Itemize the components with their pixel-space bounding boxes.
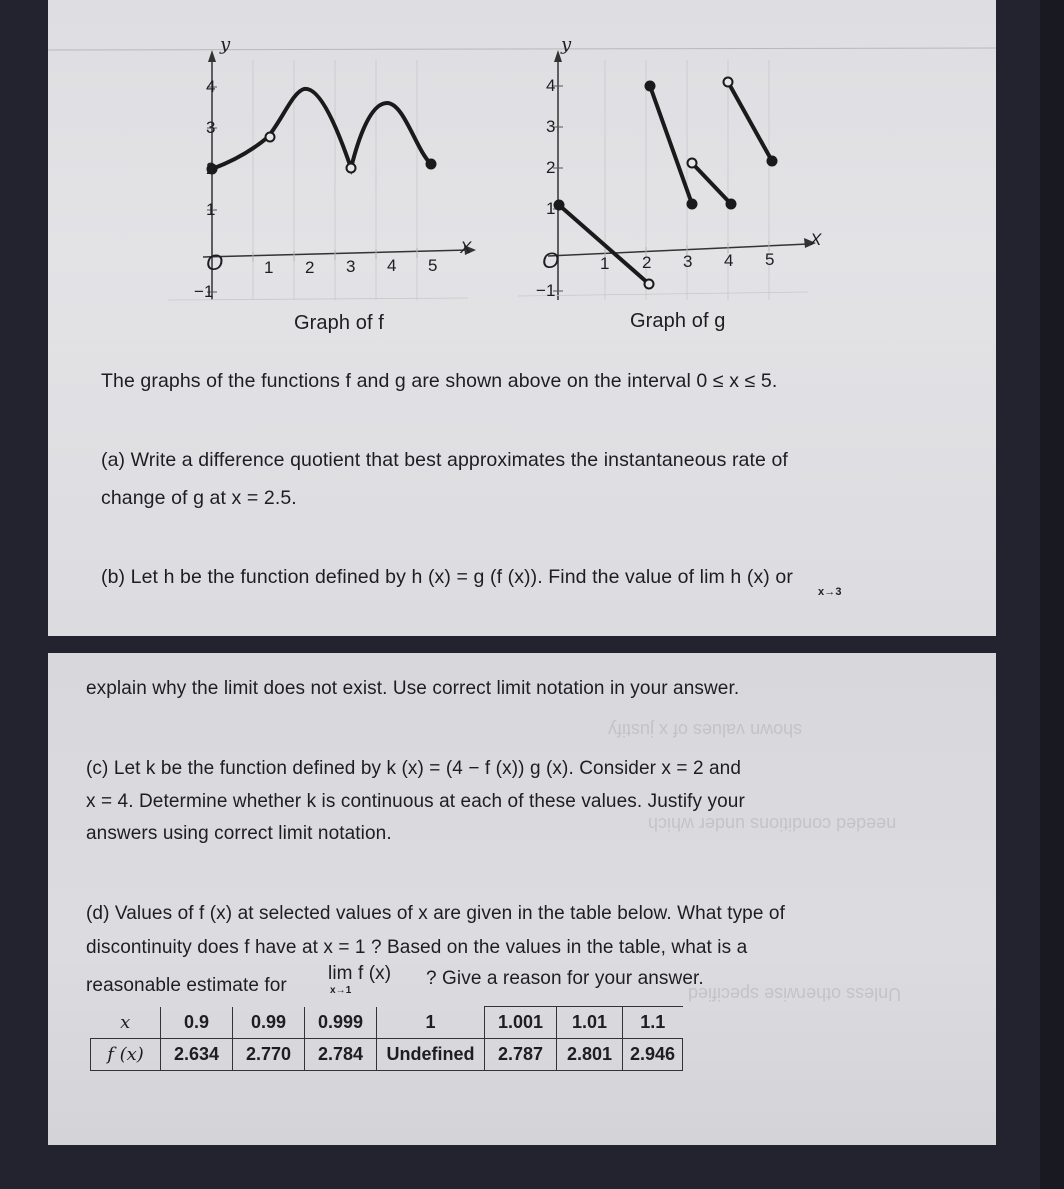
table-cell: 0.999 <box>305 1007 377 1039</box>
g-y-tick: −1 <box>536 281 556 300</box>
part-b-limit-subscript: x→3 <box>818 586 842 598</box>
g-x-tick: 2 <box>642 253 652 272</box>
table-cell: 2.787 <box>485 1039 557 1071</box>
g-x-axis-label: X <box>810 230 822 249</box>
g-y-axis-label: y <box>561 34 572 55</box>
table-cell: 1 <box>377 1007 485 1039</box>
f-y-axis-label: y <box>220 34 231 55</box>
part-d-line-3a: reasonable estimate for <box>86 975 287 996</box>
f-y-tick: −1 <box>194 282 214 301</box>
f-y-tick: 1 <box>206 200 216 219</box>
g-open-point <box>688 159 697 168</box>
f-y-tick: 4 <box>206 77 216 96</box>
part-d-limit-subscript: x→1 <box>330 985 352 996</box>
table-cell-x-label: x <box>91 1007 161 1039</box>
f-x-tick: 4 <box>387 256 397 275</box>
part-b-line-2: explain why the limit does not exist. Use correct limit notation in your answer. <box>86 678 740 699</box>
bleed-through-text: needed conditions under which <box>648 814 897 834</box>
f-y-tick: 2 <box>206 159 216 178</box>
table-cell: 2.634 <box>161 1039 233 1071</box>
table-cell: 0.99 <box>233 1007 305 1039</box>
part-d-line-2: discontinuity does f have at x = 1 ? Based on the values in the table, what is a <box>86 937 748 958</box>
bleed-through-text: Unless otherwise specified <box>688 984 902 1004</box>
g-closed-point <box>687 199 698 210</box>
table-cell: 2.801 <box>557 1039 623 1071</box>
f-closed-point <box>426 159 437 170</box>
dark-border <box>1040 0 1064 1189</box>
graph-f-caption: Graph of f <box>294 312 384 334</box>
table-cell: 2.946 <box>623 1039 683 1071</box>
part-d-line-3b: ? Give a reason for your answer. <box>426 968 704 989</box>
g-segment-3 <box>692 163 731 204</box>
part-a-line-1: (a) Write a difference quotient that best approximates the instantaneous rate of <box>101 449 788 471</box>
g-origin-label: O <box>542 248 560 273</box>
f-origin-label: O <box>206 250 224 275</box>
g-x-tick: 3 <box>683 252 693 271</box>
g-x-tick: 5 <box>765 250 775 269</box>
part-c-line-1: (c) Let k be the function defined by k (x) = (4 − f (x)) g (x). Consider x = 2 and <box>86 758 742 779</box>
worksheet-photo-top <box>48 0 996 636</box>
f-x-tick: 2 <box>305 258 315 277</box>
f-x-tick: 1 <box>264 258 274 277</box>
worksheet-photo-bottom <box>48 653 996 1145</box>
g-open-point <box>645 280 654 289</box>
table-cell: 0.9 <box>161 1007 233 1039</box>
g-y-tick: 2 <box>546 158 556 177</box>
part-b-line-1: (b) Let h be the function defined by h (x) = g (f (x)). Find the value of lim h (x) or <box>101 566 793 588</box>
g-x-tick: 4 <box>724 251 734 270</box>
g-x-tick: 1 <box>600 254 610 273</box>
part-d-limit-expr: lim f (x) <box>328 963 392 984</box>
f-x-tick: 3 <box>346 257 356 276</box>
g-y-tick: 4 <box>546 76 556 95</box>
g-closed-point <box>726 199 737 210</box>
table-cell-f-label: f (x) <box>91 1039 161 1071</box>
table-row-x <box>91 1007 683 1039</box>
g-closed-point <box>767 156 778 167</box>
part-d-line-1: (d) Values of f (x) at selected values of x are given in the table below. What type of <box>86 903 785 924</box>
values-table <box>90 1006 683 1071</box>
g-segment-4 <box>728 82 772 161</box>
table-row-f <box>91 1039 683 1071</box>
intro-text: The graphs of the functions f and g are shown above on the interval 0 ≤ x ≤ 5. <box>101 370 778 392</box>
part-a-line-2: change of g at x = 2.5. <box>101 487 297 509</box>
g-open-point <box>724 78 733 87</box>
f-x-tick: 5 <box>428 256 438 275</box>
table-cell: 2.784 <box>305 1039 377 1071</box>
f-x-axis-label: X <box>460 238 472 257</box>
table-cell: 2.770 <box>233 1039 305 1071</box>
table-cell: 1.01 <box>557 1007 623 1039</box>
f-open-point <box>347 164 356 173</box>
f-y-tick: 3 <box>206 118 216 137</box>
f-y-arrow <box>208 50 216 62</box>
f-open-point <box>266 133 275 142</box>
graph-g-caption: Graph of g <box>630 310 726 332</box>
table-cell: Undefined <box>377 1039 485 1071</box>
part-c-line-3: answers using correct limit notation. <box>86 823 392 844</box>
part-c-line-2: x = 4. Determine whether k is continuous at each of these values. Justify your <box>86 791 745 812</box>
graphs-figure <box>48 0 996 636</box>
table-cell: 1.001 <box>485 1007 557 1039</box>
g-y-tick: 3 <box>546 117 556 136</box>
table-cell: 1.1 <box>623 1007 683 1039</box>
bleed-through-text: shown values of x justify <box>608 720 803 740</box>
g-y-tick: 1 <box>546 199 556 218</box>
g-segment-2 <box>650 86 692 204</box>
f-curve <box>212 89 431 169</box>
g-closed-point <box>645 81 656 92</box>
